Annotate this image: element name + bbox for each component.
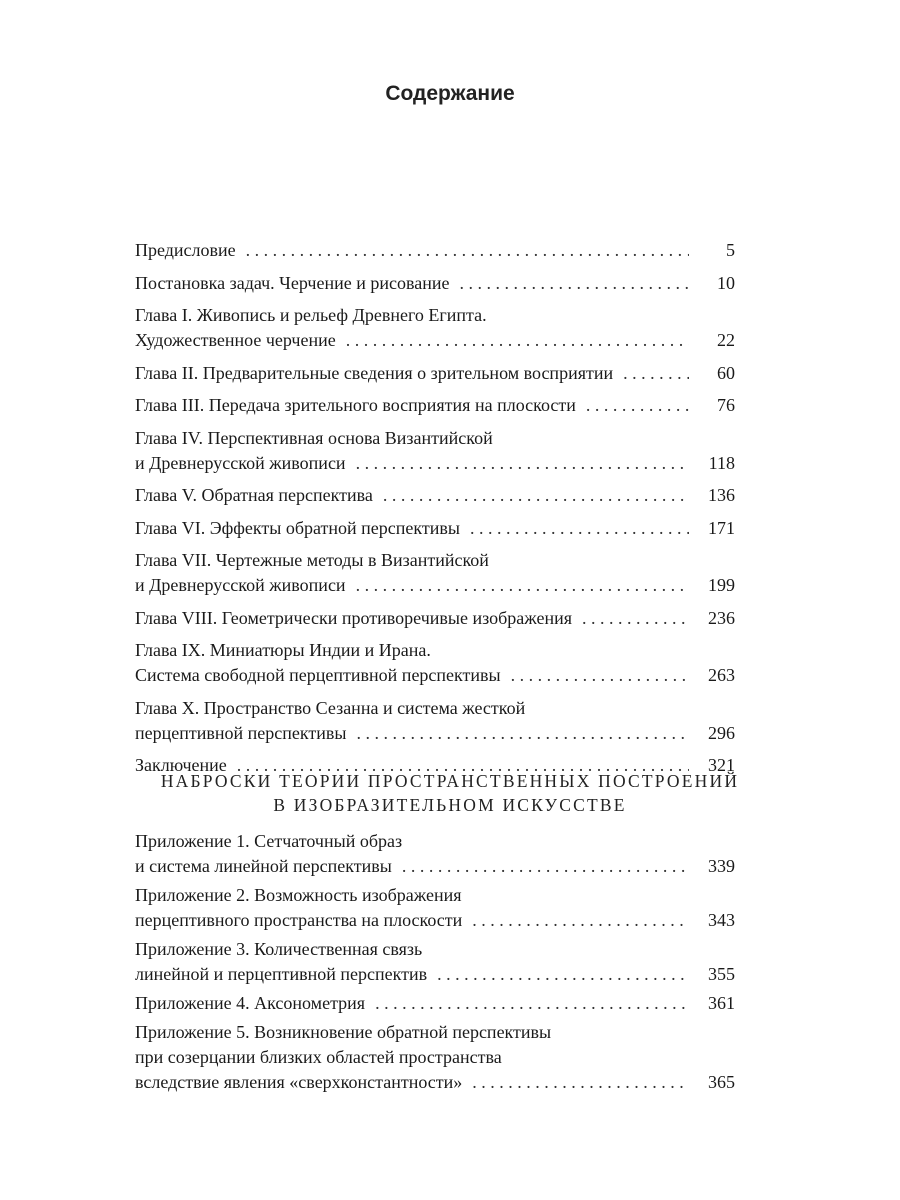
toc-entry bbox=[135, 548, 735, 598]
toc-entry-title-line: Приложение 4. Аксонометрия bbox=[135, 993, 366, 1013]
toc-entry-row bbox=[135, 451, 735, 476]
toc-entry-row bbox=[135, 721, 735, 746]
dot-leader bbox=[356, 573, 689, 598]
dot-leader bbox=[246, 238, 689, 263]
dot-leader bbox=[623, 361, 689, 386]
toc-page-number: 136 bbox=[708, 485, 735, 505]
toc-entry-title-line: Приложение 3. Количественная связь bbox=[135, 939, 423, 959]
toc-entry bbox=[135, 606, 735, 631]
toc-page-number: 118 bbox=[708, 452, 735, 473]
toc-main-list bbox=[135, 238, 735, 786]
toc-entry-row bbox=[135, 393, 735, 418]
section-heading bbox=[0, 769, 900, 817]
toc-entry bbox=[135, 271, 735, 296]
toc-entry bbox=[135, 516, 735, 541]
toc-page-number: 355 bbox=[708, 964, 735, 984]
toc-entry-row bbox=[135, 516, 735, 541]
toc-entry-title-line: перцептивной перспективы bbox=[135, 722, 347, 743]
toc-entry-title-line: Глава VII. Чертежные методы в Византийской bbox=[135, 550, 489, 570]
toc-entry-title-line: Система свободной перцептивной перспективы bbox=[135, 665, 501, 685]
toc-page-number: 339 bbox=[708, 856, 735, 876]
dot-leader bbox=[586, 393, 689, 418]
toc-entry-row bbox=[135, 962, 735, 987]
toc-page-number: 10 bbox=[717, 272, 735, 293]
section-heading-line: НАБРОСКИ ТЕОРИИ ПРОСТРАНСТВЕННЫХ ПОСТРОЕНИЙ bbox=[160, 771, 740, 791]
dot-leader bbox=[346, 328, 689, 353]
toc-entry-title-line: Глава VI. Эффекты обратной перспективы bbox=[135, 517, 460, 538]
dot-leader bbox=[511, 663, 689, 688]
toc-entry bbox=[135, 1020, 735, 1095]
dot-leader bbox=[437, 962, 689, 987]
toc-entry-title-line: Глава IV. Перспективная основа Византийской bbox=[135, 427, 493, 448]
toc-entry-title-line: вследствие явления «сверхконстантности» bbox=[135, 1072, 463, 1092]
toc-page-number: 199 bbox=[708, 575, 735, 595]
dot-leader bbox=[470, 516, 689, 541]
toc-entry-title-line: и система линейной перспективы bbox=[135, 856, 392, 876]
toc-entry-title-line: Глава III. Передача зрительного восприятия на плоскости bbox=[135, 395, 576, 415]
toc-page-number: 5 bbox=[726, 240, 735, 260]
toc-appendix-list bbox=[135, 829, 735, 1099]
toc-page-number: 236 bbox=[708, 607, 735, 628]
toc-page-number: 171 bbox=[708, 517, 735, 538]
toc-entry-row bbox=[135, 991, 735, 1016]
toc-entry-row bbox=[135, 361, 735, 386]
toc-entry-title-line: Глава I. Живопись и рельеф Древнего Египта. bbox=[135, 305, 487, 325]
dot-leader bbox=[472, 908, 689, 933]
toc-page-number: 60 bbox=[717, 362, 735, 383]
toc-entry bbox=[135, 991, 735, 1016]
toc-entry bbox=[135, 426, 735, 476]
toc-entry-title-line: Заключение bbox=[135, 755, 227, 775]
toc-entry-row bbox=[135, 663, 735, 688]
toc-page-number: 296 bbox=[708, 722, 735, 743]
toc-entry-row bbox=[135, 483, 735, 508]
toc-entry-title-line: при созерцании близких областей пространства bbox=[135, 1047, 502, 1067]
toc-entry-title-line: и Древнерусской живописи bbox=[135, 575, 346, 595]
dot-leader bbox=[375, 991, 689, 1016]
toc-entry-row bbox=[135, 854, 735, 879]
section-heading-line: В ИЗОБРАЗИТЕЛЬНОМ ИСКУССТВЕ bbox=[273, 795, 627, 815]
toc-entry-row bbox=[135, 908, 735, 933]
toc-entry-title-line: перцептивного пространства на плоскости bbox=[135, 910, 463, 930]
toc-page-number: 343 bbox=[708, 910, 735, 930]
toc-page-number: 361 bbox=[708, 993, 735, 1013]
dot-leader bbox=[356, 721, 689, 746]
toc-entry-row bbox=[135, 271, 735, 296]
toc-entry-title-line: Глава V. Обратная перспектива bbox=[135, 485, 373, 505]
toc-entry-row bbox=[135, 573, 735, 598]
toc-entry-title-line: Глава X. Пространство Сезанна и система жесткой bbox=[135, 697, 526, 718]
toc-entry bbox=[135, 829, 735, 879]
toc-entry-title-line: Приложение 5. Возникновение обратной перспективы bbox=[135, 1022, 552, 1042]
toc-entry-row bbox=[135, 1070, 735, 1095]
toc-entry bbox=[135, 638, 735, 688]
toc-entry-title-line: Постановка задач. Черчение и рисование bbox=[135, 272, 450, 293]
toc-page-number: 263 bbox=[708, 665, 735, 685]
toc-page-number: 365 bbox=[708, 1072, 735, 1092]
toc-entry bbox=[135, 696, 735, 746]
toc-entry bbox=[135, 361, 735, 386]
toc-page-number: 321 bbox=[708, 755, 735, 775]
dot-leader bbox=[459, 271, 689, 296]
toc-entry-row bbox=[135, 238, 735, 263]
toc-entry-row bbox=[135, 606, 735, 631]
dot-leader bbox=[582, 606, 689, 631]
toc-page-number: 22 bbox=[717, 330, 735, 350]
toc-entry bbox=[135, 303, 735, 353]
toc-entry-title-line: Глава IX. Миниатюры Индии и Ирана. bbox=[135, 640, 431, 660]
toc-entry bbox=[135, 238, 735, 263]
toc-entry-title-line: Приложение 2. Возможность изображения bbox=[135, 885, 462, 905]
dot-leader bbox=[402, 854, 689, 879]
toc-entry-title-line: Приложение 1. Сетчаточный образ bbox=[135, 831, 403, 851]
toc-entry bbox=[135, 393, 735, 418]
toc-entry-title-line: и Древнерусской живописи bbox=[135, 452, 346, 473]
toc-entry-title-line: Художественное черчение bbox=[135, 330, 336, 350]
page-title: Содержание bbox=[385, 82, 515, 105]
dot-leader bbox=[356, 451, 689, 476]
dot-leader bbox=[472, 1070, 689, 1095]
toc-entry bbox=[135, 883, 735, 933]
toc-entry bbox=[135, 937, 735, 987]
toc-entry-title-line: Глава II. Предварительные сведения о зрительном восприятии bbox=[135, 362, 614, 383]
toc-entry-title-line: Глава VIII. Геометрически противоречивые изображения bbox=[135, 607, 572, 628]
toc-entry-title-line: линейной и перцептивной перспектив bbox=[135, 964, 428, 984]
dot-leader bbox=[383, 483, 689, 508]
toc-entry-title-line: Предисловие bbox=[135, 240, 236, 260]
toc-entry bbox=[135, 483, 735, 508]
toc-entry-row bbox=[135, 328, 735, 353]
toc-page-number: 76 bbox=[717, 395, 735, 415]
